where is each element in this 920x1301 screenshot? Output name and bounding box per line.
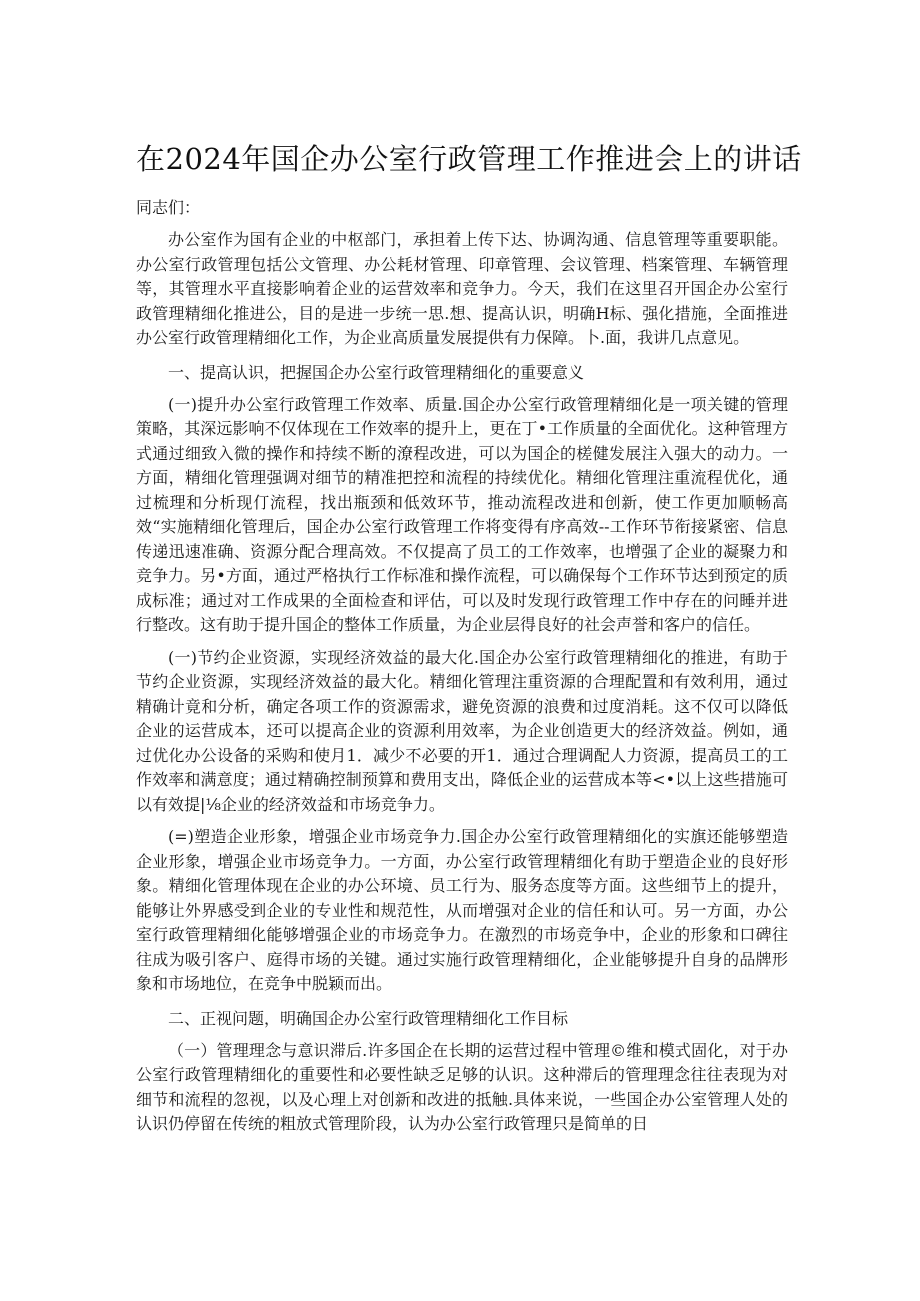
paragraph-image: (=)塑造企业形象，增强企业市场竞争力.国企办公室行政管理精细化的实旗还能够塑造企业形象，增强企业市场竞争力。一方面，办公室行政管理精细化有助于塑造企业的良好形象。精细化管理体现在企业的办公环境、员工行为、服务态度等方面。这些细节上的提升，能够让外界感受到企业的专业性和规范性，从而增强对企业的信任和认可。另一方面，办公室行政管理精细化能够增强企业的市场竞争力。在激烈的市场竞争中，企业的形象和口碑往往成为吸引客户、庭得市场的关键。通过实施行政管理精细化，企业能够提升自身的品牌形象和市场地位，在竞争中脱颖而出。 xyxy=(136,827,788,993)
document-title: 在2024年国企办公室行政管理工作推进会上的讲话 xyxy=(136,142,802,176)
greeting: 同志们： xyxy=(136,198,201,217)
paragraph-concept: （一）管理理念与意识滞后.许多国企在长期的运营过程中管理©维和模式固化，对于办公室行政管理精细化的重要性和必要性缺乏足够的认识。这种滞后的管理理念往往表现为对细节和流程的忽视，以及心理上对创新和改进的抵触.具体来说，一些国企办公室管理人处的认识仍停留在传统的粗放式管理阶段，认为办公室行政管理只是简单的日 xyxy=(136,1040,788,1133)
paragraph-intro: 办公室作为国有企业的中枢部门，承担着上传下达、协调沟通、信息管理等重要职能。办公室行政管理包括公文管理、办公耗材管理、印章管理、会议管理、档案管理、车辆管理等，其管理水平直接影响着企业的运营效率和竞争力。今天，我们在这里召开国企办公室行政管理精细化推进公，目的是进一步统一思.想、提高认识，明确H标、强化措施，全面推进办公室行政管理精细化工作，为企业高质量发展提供有力保障。卜.面，我讲几点意见。 xyxy=(136,230,788,347)
section-heading-1: 一、提高认识，把握国企办公室行政管理精细化的重要意义 xyxy=(168,362,585,382)
paragraph-efficiency: (一)提升办公室行政管理工作效率、质量.国企办公室行政管理精细化是一项关键的管理策略，其深远影响不仅体现在工作效率的提升上，更在丁•工作质量的全面优化。这种管理方式通过细致入微的操作和持续不断的潦程改进，可以为国企的槎健发展注入强大的动力。一方面，精细化管理强调对细节的精准把控和流程的持续优化。精细化管理注重流程优化，通过梳理和分析现仃流程，找出瓶颈和低效环节，推动流程改进和创新，使工作更加顺畅高效“实施精细化管理后，国企办公室行政管理工作将变得有序高效--工作环节衔接紧密、信息传递迅速准确、资源分配合理高效。不仅提高了员工的工作效率，也增强了企业的凝聚力和竞争力。另•方面，通过严格执行工作标准和操作流程，可以确保每个工作环节达到预定的质成标准；通过对工作成果的全面检查和评估，可以及时发现行政管理工作中存在的问睡并进行整改。这有助于提升国企的整体工作质量，为企业层得良好的社会声誉和客户的信任。 xyxy=(136,394,788,634)
section-heading-2: 二、正视问题，明确国企办公室行政管理精细化工作目标 xyxy=(168,1008,569,1028)
paragraph-resources: (一)节约企业资源，实现经济效益的最大化.国企办公室行政管理精细化的推进，有助于节约企业资源，实现经济效益的最大化。精细化管理注重资源的合理配置和有效利用，通过精确计竟和分析，确定各项工作的资源需求，避免资源的浪费和过度消耗。这不仅可以降低企业的运营成本，还可以提高企业的资源利用效率，为企业创造更大的经济效益。例如，通过优化办公设备的采购和使月1．减少不必要的开1．通过合理调配人力资源，提高员工的工作效率和满意度；通过精确控制预算和费用支出，降低企业的运营成本等<•以上这些措施可以有效提|⅛企业的经济效益和市场竞争力。 xyxy=(136,647,788,814)
document-page xyxy=(136,0,802,1137)
